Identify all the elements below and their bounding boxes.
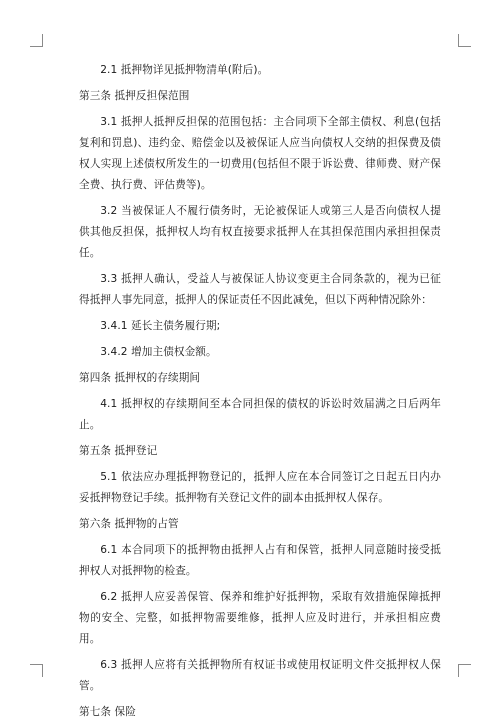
crop-mark-bottom-left bbox=[30, 664, 43, 677]
paragraph-3-4-2: 3.4.2 增加主债权金额。 bbox=[100, 346, 217, 358]
paragraph-6-3: 6.3 抵押人应将有关抵押物所有权证书或使用权证明文件交抵押权人保管。 bbox=[79, 659, 441, 692]
paragraph-5-1: 5.1 依法应办理抵押物登记的，抵押人应在本合同签订之日起五日内办妥抵押物登记手续。抵押物有关登记文件的副本由抵押权人保存。 bbox=[79, 471, 441, 504]
paragraph-3-4-1: 3.4.1 延长主债务履行期; bbox=[100, 320, 221, 332]
paragraph-3-3: 3.3 抵押人确认，受益人与被保证人协议变更主合同条款的，视为已征得抵押人事先同意，抵押人的保证责任不因此减免，但以下两种情况除外： bbox=[79, 273, 441, 306]
section-heading-6: 第六条 抵押物的占管 bbox=[79, 518, 179, 530]
section-heading-7: 第七条 保险 bbox=[79, 706, 136, 718]
paragraph-6-1: 6.1 本合同项下的抵押物由抵押人占有和保管，抵押人同意随时接受抵押权人对抵押物的检查。 bbox=[79, 544, 441, 577]
section-heading-3: 第三条 抵押反担保范围 bbox=[79, 90, 190, 102]
paragraph-3-2: 3.2 当被保证人不履行债务时，无论被保证人或第三人是否向债权人提供其他反担保，抵押权人均有权直接要求抵押人在其担保范围内承担担保责任。 bbox=[79, 205, 441, 259]
paragraph-2-1: 2.1 抵押物详见抵押物清单(附后)。 bbox=[100, 64, 269, 76]
paragraph-6-2: 6.2 抵押人应妥善保管、保养和维护好抵押物，采取有效措施保障抵押物的安全、完整，如抵押物需要维修，抵押人应及时进行，并承担相应费用。 bbox=[79, 591, 441, 645]
document-body bbox=[79, 60, 441, 728]
crop-mark-top-right bbox=[458, 34, 471, 47]
section-heading-4: 第四条 抵押权的存续期间 bbox=[79, 372, 201, 384]
paragraph-3-1: 3.1 抵押人抵押反担保的范围包括：主合同项下全部主债权、利息(包括复利和罚息)、违约金、赔偿金以及被保证人应当向债权人交纳的担保费及债权人实现上述债权所发生的一切费用(包括但不限于诉讼费、律师费、财产保全费、执行费、评估费等)。 bbox=[79, 116, 441, 191]
crop-mark-bottom-right bbox=[458, 664, 471, 677]
paragraph-4-1: 4.1 抵押权的存续期间至本合同担保的债权的诉讼时效届满之日后两年止。 bbox=[79, 398, 441, 431]
crop-mark-top-left bbox=[30, 34, 43, 47]
section-heading-5: 第五条 抵押登记 bbox=[79, 445, 158, 457]
